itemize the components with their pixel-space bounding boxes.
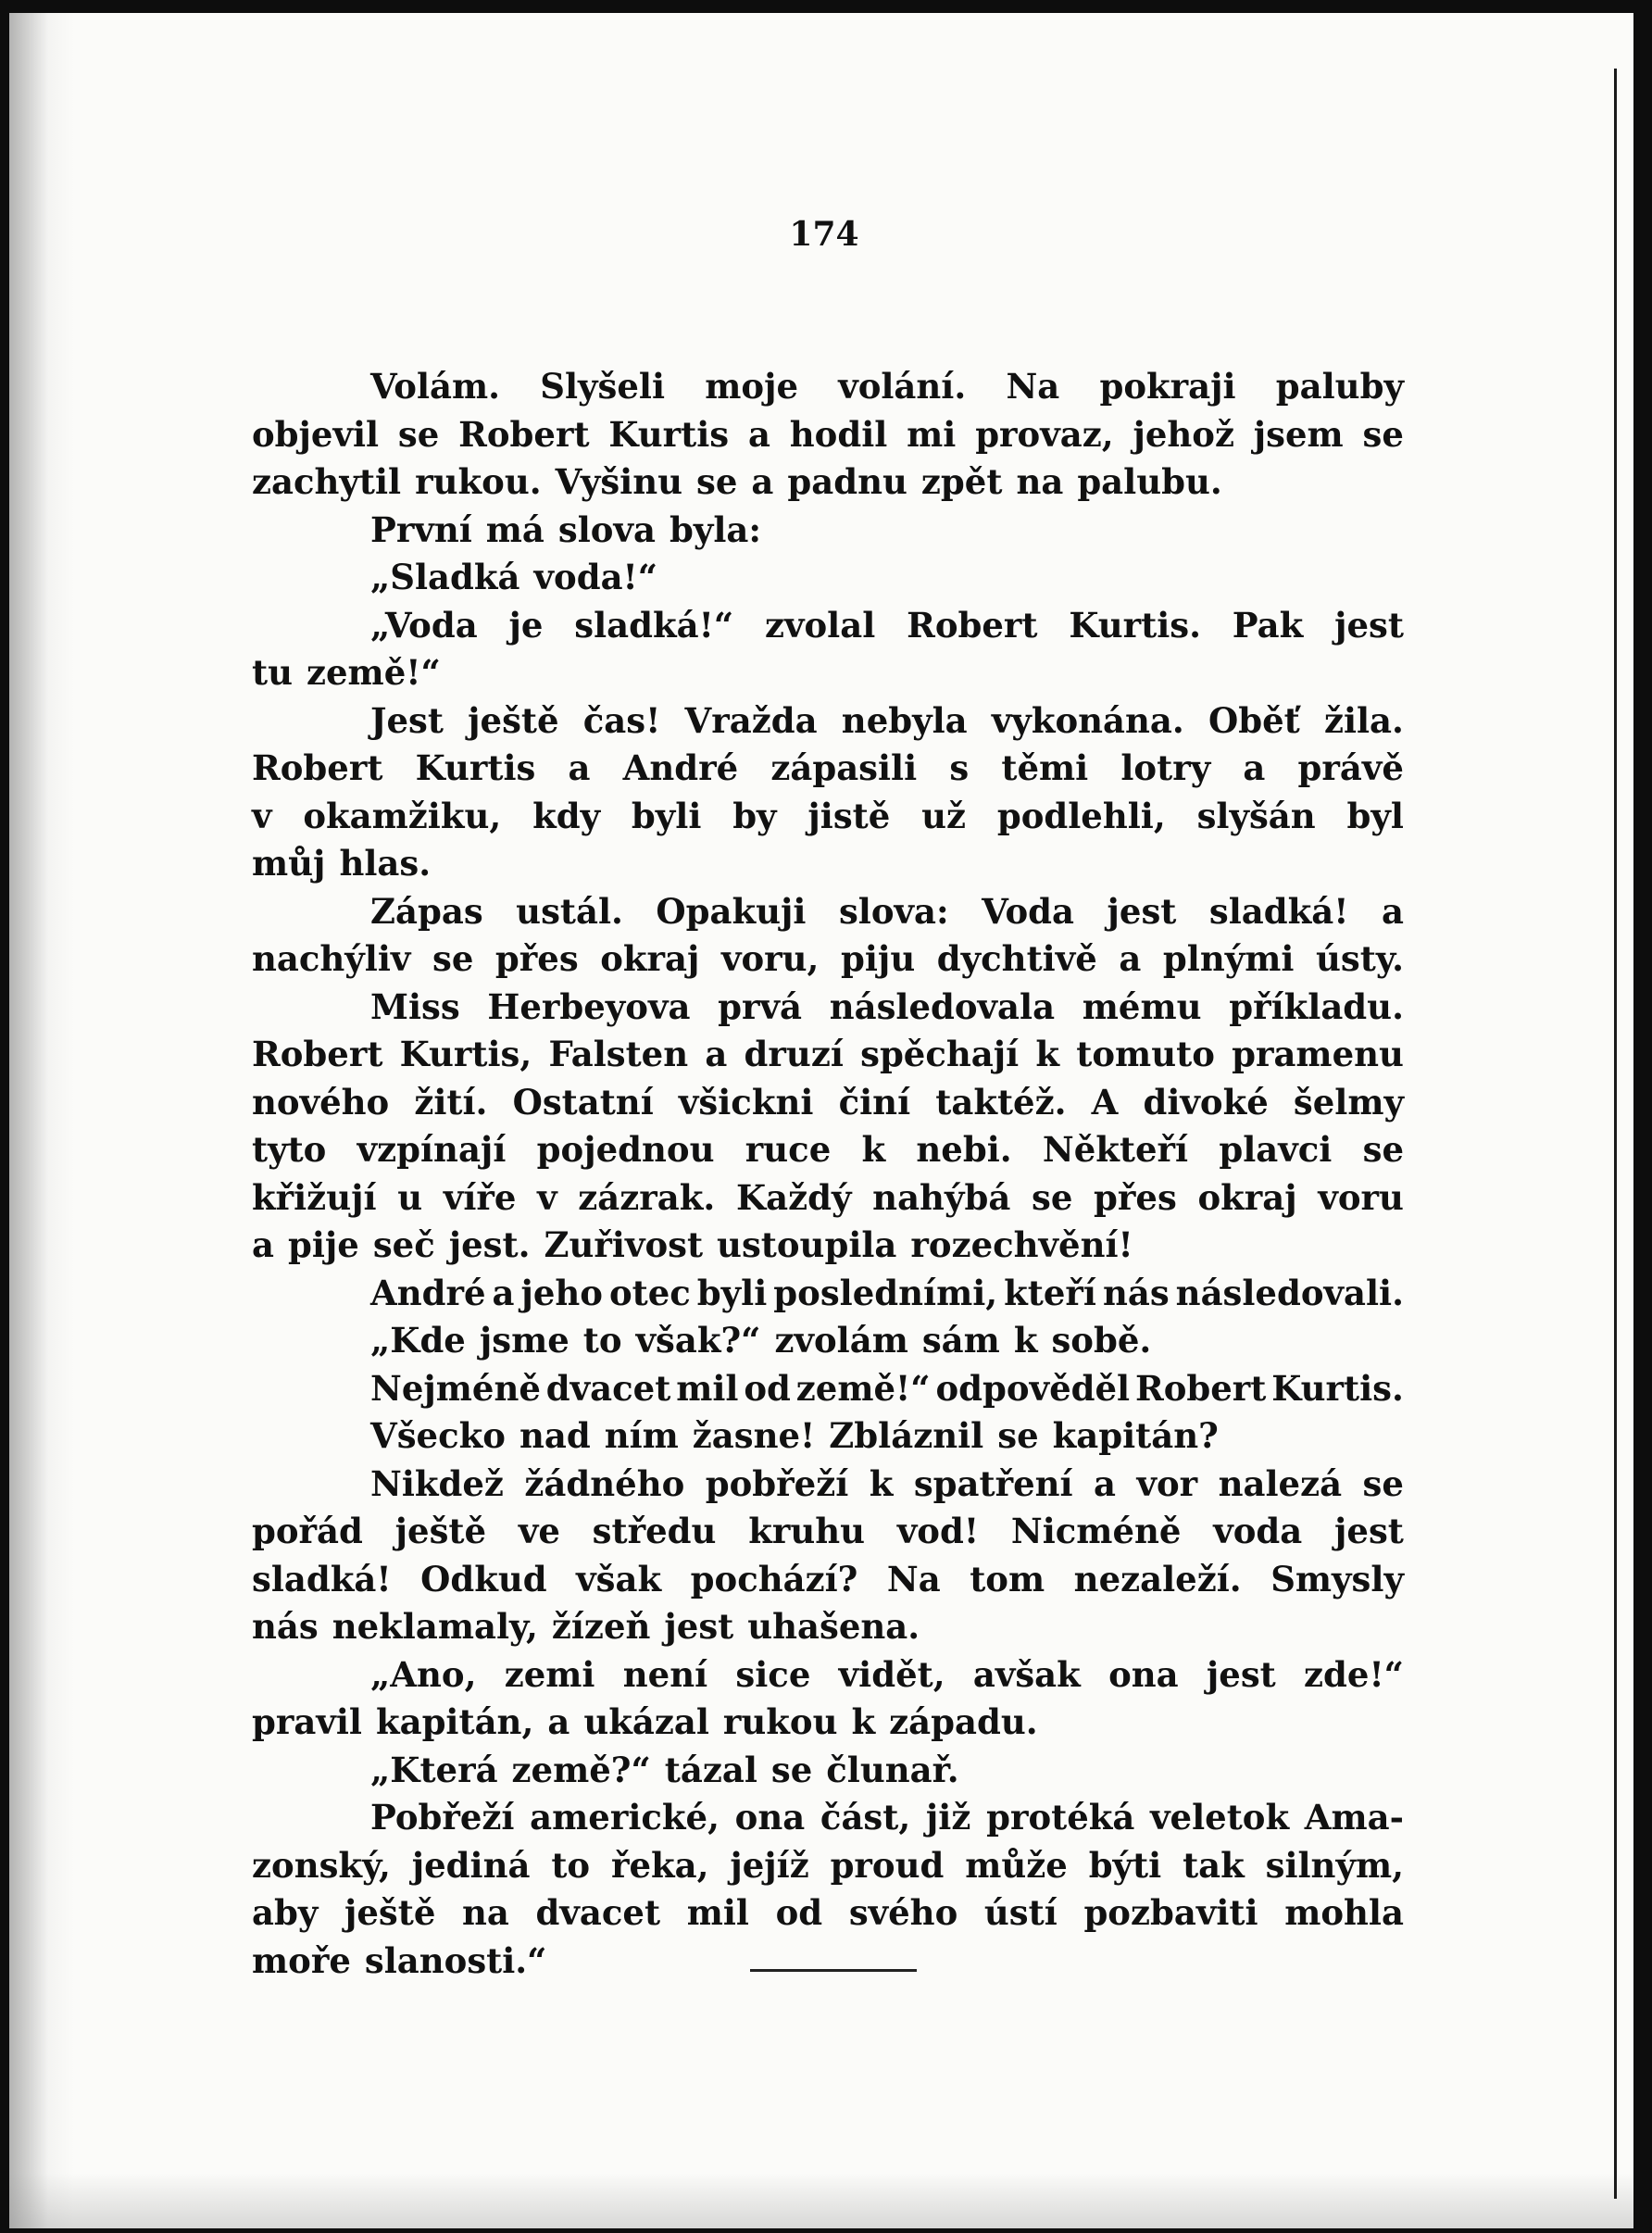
word: pramenu <box>1232 1034 1404 1074</box>
word: Kurtis <box>415 747 536 788</box>
word: rukou. <box>415 461 542 502</box>
word: Robert <box>252 747 383 788</box>
word: paluby <box>1275 366 1404 407</box>
word: člunař. <box>826 1749 959 1790</box>
word: volání. <box>838 366 967 407</box>
word: pořád <box>252 1511 363 1551</box>
word: vidět, <box>838 1653 945 1695</box>
word: rozechvění! <box>910 1224 1133 1265</box>
word: voru <box>1318 1176 1404 1218</box>
page-binding-edge <box>1614 69 1617 2199</box>
word: jsme <box>479 1320 569 1361</box>
text-line <box>252 1508 1404 1556</box>
word: „Která <box>370 1749 498 1790</box>
word: posledními, <box>773 1272 998 1313</box>
word: Nicméně <box>1010 1511 1182 1551</box>
word: kdy <box>532 795 601 836</box>
word: sladká!“ <box>574 604 734 646</box>
word: a <box>751 461 774 502</box>
word: Pobřeží <box>370 1797 515 1838</box>
word: část, <box>820 1797 911 1838</box>
word: a <box>1119 938 1142 979</box>
word: k <box>861 1129 886 1170</box>
word: dvacet <box>545 1367 671 1409</box>
word: zemi <box>504 1653 595 1695</box>
word: žasne! <box>692 1415 816 1456</box>
word: Nejméně <box>370 1367 541 1409</box>
text-line <box>252 1842 1404 1890</box>
word: tázal <box>664 1749 757 1790</box>
word: následovali. <box>1175 1272 1404 1313</box>
word: plavci <box>1219 1129 1333 1170</box>
scan-shadow-bottom <box>9 2173 1633 2228</box>
word: ustoupila <box>717 1224 897 1265</box>
word: kruhu <box>748 1511 866 1551</box>
word: země!“ <box>795 1367 931 1409</box>
text-line <box>252 1603 1404 1651</box>
text-line <box>252 1651 1404 1700</box>
word: jistě <box>807 795 891 836</box>
word: jediná <box>411 1844 531 1886</box>
word: hodil <box>789 413 888 455</box>
word: pokraji <box>1099 366 1236 407</box>
word: jest. <box>448 1224 531 1265</box>
word: žila. <box>1323 699 1404 741</box>
word: Voda <box>982 890 1075 932</box>
word: kteří <box>1004 1272 1096 1313</box>
word: a <box>547 1701 570 1742</box>
word: čas! <box>582 699 661 741</box>
word: zvolal <box>764 604 876 646</box>
word: „Voda <box>370 604 478 646</box>
word: slova <box>557 508 656 550</box>
text-line <box>252 649 1404 697</box>
word: zonský, <box>252 1844 391 1886</box>
word: pije <box>287 1224 359 1265</box>
word: byli <box>631 795 702 836</box>
word: a <box>568 747 591 788</box>
text-line <box>252 458 1404 507</box>
text-line <box>252 1317 1404 1365</box>
word: slyšán <box>1196 795 1316 836</box>
word: žízeň <box>551 1606 651 1647</box>
word: žádného <box>524 1462 685 1504</box>
text-line <box>252 1412 1404 1461</box>
word: u <box>397 1176 423 1218</box>
word: nás <box>1102 1272 1170 1313</box>
word: země!“ <box>307 652 441 693</box>
word: jeho <box>520 1272 603 1313</box>
word: spěchají <box>860 1034 1020 1074</box>
word: a <box>1094 1462 1117 1504</box>
word: k <box>869 1462 894 1504</box>
word: dychtivě <box>936 938 1097 979</box>
word: vod! <box>896 1511 980 1551</box>
word: se <box>696 461 738 502</box>
word: sladká! <box>1208 890 1349 932</box>
text-line <box>252 984 1404 1032</box>
word: mil <box>676 1367 739 1409</box>
word: se <box>1031 1176 1073 1218</box>
word: Vražda <box>684 699 818 741</box>
word: objevil <box>252 413 380 455</box>
word: „Ano, <box>370 1653 477 1695</box>
word: mému <box>1082 985 1202 1027</box>
word: ústy. <box>1316 938 1404 979</box>
word: v <box>537 1176 557 1218</box>
word: jehož <box>1133 413 1234 455</box>
word: sám <box>921 1320 1000 1361</box>
book-page <box>9 13 1633 2228</box>
word: tyto <box>252 1129 327 1170</box>
word: není <box>622 1653 708 1695</box>
word: tomuto <box>1076 1034 1215 1074</box>
word: se <box>397 413 440 455</box>
word: pravil <box>252 1701 362 1742</box>
word: nahýbá <box>872 1176 1011 1218</box>
word: André <box>622 747 739 788</box>
word: nachýliv <box>252 938 411 979</box>
word: hlas. <box>339 843 432 884</box>
word: Někteří <box>1042 1129 1189 1170</box>
word: moje <box>705 366 798 407</box>
word: už <box>921 795 967 836</box>
word: A <box>1091 1081 1119 1123</box>
word: příkladu. <box>1229 985 1404 1027</box>
word: jejíž <box>730 1844 809 1886</box>
word: sice <box>735 1653 811 1695</box>
word: má <box>485 508 544 550</box>
word: a <box>252 1224 274 1265</box>
word: těmi <box>1001 747 1089 788</box>
text-line <box>252 745 1404 793</box>
word: Jest <box>370 699 444 741</box>
text-line <box>252 1699 1404 1747</box>
body-text <box>252 363 1404 1985</box>
word: Ostatní <box>512 1081 654 1123</box>
text-line <box>252 554 1404 602</box>
word: okamžiku, <box>303 795 502 836</box>
word: a <box>492 1272 515 1313</box>
word: ustál. <box>516 890 623 932</box>
word: Robert <box>458 413 590 455</box>
word: ona <box>1108 1653 1179 1695</box>
word: středu <box>592 1511 717 1551</box>
word: otec <box>608 1272 691 1313</box>
word: provaz, <box>975 413 1114 455</box>
word: slanosti.“ <box>364 1939 547 1981</box>
word: zvolám <box>774 1320 908 1361</box>
text-line <box>252 1270 1404 1318</box>
word: Na <box>886 1558 941 1599</box>
word: divoké <box>1143 1081 1269 1123</box>
word: ve <box>518 1511 560 1551</box>
word: a <box>747 413 770 455</box>
text-line <box>252 363 1404 411</box>
word: nebyla <box>841 699 968 741</box>
word: již <box>925 1797 971 1838</box>
word: řeka, <box>610 1844 709 1886</box>
word: avšak <box>972 1653 1081 1695</box>
word: jest <box>664 1606 734 1647</box>
word: ukázal <box>583 1701 709 1742</box>
word: jest <box>1107 890 1177 932</box>
word: Robert <box>907 604 1038 646</box>
word: Opakuji <box>656 890 807 932</box>
word: Na <box>1006 366 1060 407</box>
word: k <box>851 1701 876 1742</box>
word: tu <box>252 652 293 693</box>
word: silným, <box>1265 1844 1404 1886</box>
word: je <box>508 604 544 646</box>
text-line <box>252 1126 1404 1174</box>
text-line <box>252 935 1404 984</box>
word: Herbeyova <box>487 985 691 1027</box>
word: První <box>370 508 472 550</box>
word: Vyšinu <box>555 461 683 502</box>
word: protéká <box>986 1797 1135 1838</box>
word: uhašena. <box>747 1606 920 1647</box>
word: dvacet <box>535 1892 661 1933</box>
word: americké, <box>530 1797 720 1838</box>
word: aby <box>252 1892 319 1933</box>
word: to <box>582 1320 622 1361</box>
word: se <box>432 938 474 979</box>
text-line <box>252 1556 1404 1604</box>
word: Falsten <box>548 1034 689 1074</box>
word: Všecko <box>370 1415 506 1456</box>
word: podlehli, <box>996 795 1166 836</box>
chapter-end-rule <box>750 1969 917 1972</box>
word: Nikdež <box>370 1462 504 1504</box>
word: a <box>1381 890 1404 932</box>
word: Kurtis <box>608 413 730 455</box>
word: a <box>705 1034 728 1074</box>
word: vor <box>1136 1462 1198 1504</box>
word: Každý <box>735 1176 852 1218</box>
word: se <box>1362 1129 1404 1170</box>
word: v <box>252 795 272 836</box>
word: vzpínají <box>357 1129 507 1170</box>
text-line <box>252 888 1404 936</box>
word: všickni <box>678 1081 814 1123</box>
text-line <box>252 697 1404 746</box>
text-line <box>252 1222 1404 1270</box>
word: zpět <box>920 461 1003 502</box>
word: mi <box>907 413 957 455</box>
word: země?“ <box>511 1749 651 1790</box>
word: k <box>1035 1034 1060 1074</box>
word: neklamaly, <box>332 1606 538 1647</box>
word: však <box>576 1558 662 1599</box>
word: a <box>1243 747 1266 788</box>
word: Odkud <box>420 1558 547 1599</box>
word: žití. <box>414 1081 488 1123</box>
word: však?“ <box>635 1320 761 1361</box>
text-line <box>252 793 1404 841</box>
word: Robert <box>252 1034 383 1074</box>
word: tom <box>970 1558 1045 1599</box>
word: padnu <box>787 461 907 502</box>
word: přes <box>1094 1176 1177 1218</box>
word: zde!“ <box>1304 1653 1404 1695</box>
word: ona <box>734 1797 806 1838</box>
word: křižují <box>252 1176 377 1218</box>
word: nebi. <box>916 1129 1012 1170</box>
word: jest <box>1206 1653 1276 1695</box>
text-line <box>252 411 1404 459</box>
word: plnými <box>1162 938 1295 979</box>
word: rukou <box>722 1701 838 1742</box>
text-line <box>252 1889 1404 1938</box>
word: ještě <box>394 1511 487 1551</box>
word: nezaleží. <box>1073 1558 1242 1599</box>
word: víře <box>443 1176 517 1218</box>
word: byli <box>696 1272 768 1313</box>
word: jest <box>1334 604 1404 646</box>
word: Smysly <box>1270 1558 1404 1599</box>
word: voda <box>1213 1511 1303 1551</box>
word: piju <box>841 938 916 979</box>
word: proud <box>830 1844 945 1886</box>
word: „Kde <box>370 1320 466 1361</box>
word: zázrak. <box>578 1176 716 1218</box>
word: se <box>1362 1462 1404 1504</box>
word: ještě <box>468 699 559 741</box>
word: od <box>775 1892 823 1933</box>
word: voda!“ <box>533 557 658 597</box>
word: ještě <box>344 1892 436 1933</box>
word: šelmy <box>1293 1081 1404 1123</box>
word: prvá <box>718 985 802 1027</box>
word: od <box>744 1367 791 1409</box>
word: na <box>1016 461 1064 502</box>
word: nad <box>519 1415 591 1456</box>
word: lotry <box>1120 747 1211 788</box>
word: Zápas <box>370 890 483 932</box>
word: Kurtis, <box>399 1034 532 1074</box>
word: činí <box>838 1081 911 1123</box>
word: okraj <box>600 938 700 979</box>
text-line <box>252 840 1404 888</box>
word: odpověděl <box>935 1367 1131 1409</box>
word: pobřeží <box>705 1462 849 1504</box>
word: Slyšeli <box>540 366 666 407</box>
word: Kurtis. <box>1069 604 1201 646</box>
scan-shadow-left <box>9 13 74 2228</box>
word: byla: <box>669 508 762 550</box>
word: byl <box>1346 795 1404 836</box>
word: nového <box>252 1081 390 1123</box>
word: se <box>997 1415 1039 1456</box>
word: se <box>1362 413 1404 455</box>
word: to <box>551 1844 591 1886</box>
word: kapitán? <box>1052 1415 1219 1456</box>
word: zápasili <box>770 747 918 788</box>
word: kapitán, <box>375 1701 534 1742</box>
word: s <box>949 747 970 788</box>
word: přes <box>494 938 579 979</box>
word: Zuřivost <box>544 1224 704 1265</box>
word: taktéž. <box>935 1081 1067 1123</box>
word: pojednou <box>536 1129 715 1170</box>
word: pochází? <box>690 1558 858 1599</box>
word: býti <box>1088 1844 1162 1886</box>
word: západu. <box>889 1701 1038 1742</box>
word: k <box>1013 1320 1038 1361</box>
word: Ama- <box>1304 1797 1404 1838</box>
text-line <box>252 1461 1404 1509</box>
word: by <box>732 795 777 836</box>
word: jest <box>1334 1511 1404 1551</box>
word: Kurtis. <box>1271 1367 1404 1409</box>
word: následovala <box>829 985 1056 1027</box>
word: ústí <box>983 1892 1058 1933</box>
word: Pak <box>1232 604 1304 646</box>
word: svého <box>848 1892 958 1933</box>
word: moře <box>252 1939 351 1981</box>
word: zachytil <box>252 461 402 502</box>
word: nalezá <box>1218 1462 1343 1504</box>
word: Robert <box>1134 1367 1267 1409</box>
word: Volám. <box>370 366 501 407</box>
word: veletok <box>1150 1797 1290 1838</box>
text-line <box>252 1031 1404 1079</box>
text-line <box>252 602 1404 650</box>
word: na <box>462 1892 509 1933</box>
word: André <box>370 1272 486 1313</box>
word: Oběť <box>1208 699 1300 741</box>
word: jsem <box>1253 413 1344 455</box>
word: vykonána. <box>991 699 1184 741</box>
text-line <box>252 1174 1404 1223</box>
word: sobě. <box>1051 1320 1152 1361</box>
text-line <box>252 1747 1404 1795</box>
word: okraj <box>1197 1176 1297 1218</box>
word: pozbaviti <box>1083 1892 1258 1933</box>
word: mohla <box>1284 1892 1404 1933</box>
text-line <box>252 507 1404 555</box>
word: můj <box>252 843 326 884</box>
word: slova: <box>838 890 949 932</box>
text-line <box>252 1794 1404 1842</box>
word: seč <box>372 1224 435 1265</box>
word: spatření <box>913 1462 1073 1504</box>
word: ruce <box>745 1129 832 1170</box>
page-number: 174 <box>789 215 859 254</box>
text-line <box>252 1079 1404 1127</box>
word: nás <box>252 1606 319 1647</box>
word: sladká! <box>252 1558 392 1599</box>
text-line <box>252 1365 1404 1413</box>
word: může <box>965 1844 1068 1886</box>
word: palubu. <box>1077 461 1222 502</box>
word: Zbláznil <box>829 1415 984 1456</box>
word: se <box>770 1749 813 1790</box>
word: Miss <box>370 985 460 1027</box>
word: ním <box>604 1415 679 1456</box>
word: právě <box>1297 747 1404 788</box>
word: mil <box>686 1892 749 1933</box>
word: voru, <box>720 938 820 979</box>
text-line <box>252 1938 1404 1986</box>
word: tak <box>1183 1844 1245 1886</box>
word: druzí <box>744 1034 844 1074</box>
word: „Sladká <box>370 557 520 597</box>
